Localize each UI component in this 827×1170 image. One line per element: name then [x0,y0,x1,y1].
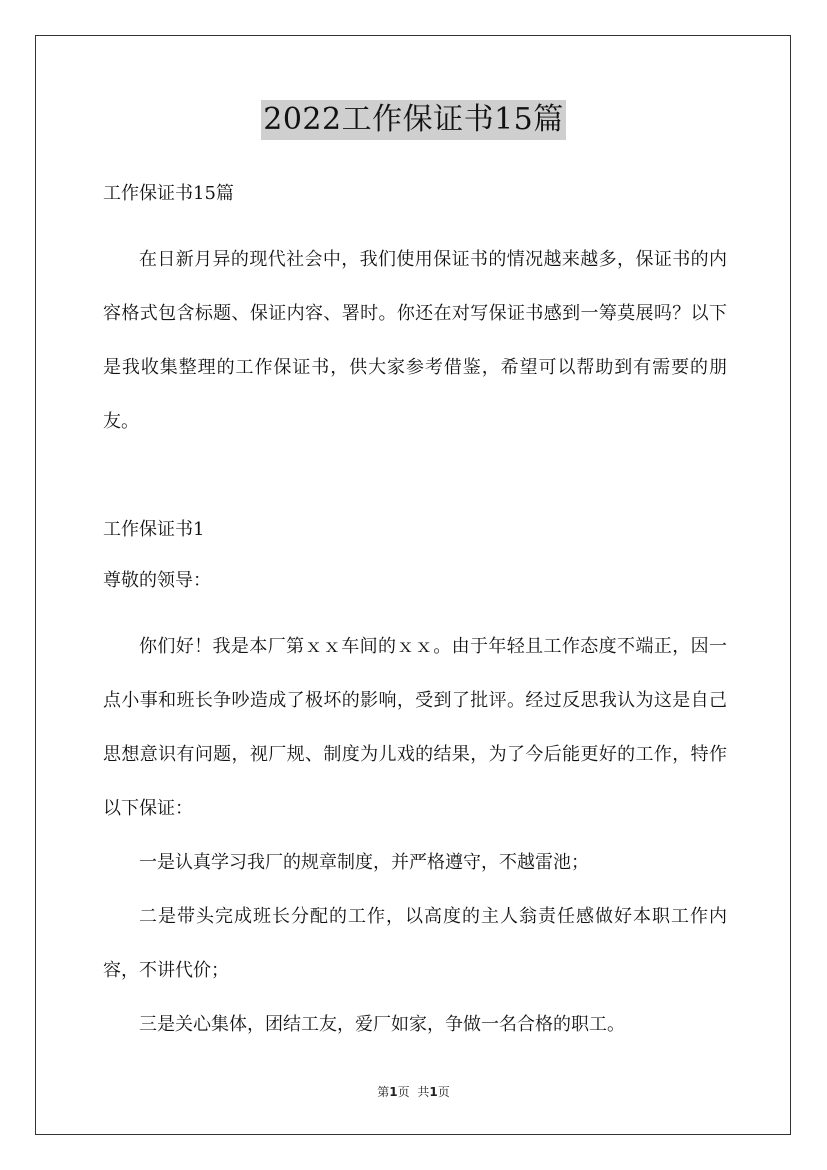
page-footer [0,1083,827,1100]
total-pages: 1 [429,1085,438,1099]
document-title: 2022工作保证书15篇 [261,100,566,140]
page-number: 1 [389,1085,398,1099]
page-label: 第 [377,1085,390,1099]
subtitle: 工作保证书15篇 [103,183,234,204]
list-item: 一是认真学习我厂的规章制度，并严格遵守，不越雷池； [139,852,589,873]
section-heading: 工作保证书1 [103,519,205,540]
salutation: 尊敬的领导： [103,570,211,591]
page-suffix: 页 [397,1085,410,1099]
list-item: 三是关心集体，团结工友，爱厂如家，争做一名合格的职工。 [139,1014,625,1035]
title-container [0,100,827,140]
body-paragraph: 你们好！我是本厂第ｘｘ车间的ｘｘ。由于年轻且工作态度不端正，因一点小事和班长争吵造成了极坏的影响，受到了批评。经过反思我认为这是自己思想意识有问题，视厂规、制度为儿戏的结果，为了今后能更好的工作，特作以下保证： [103,636,727,819]
document-body [103,175,727,1052]
total-suffix: 页 [437,1085,450,1099]
list-item: 二是带头完成班长分配的工作，以高度的主人翁责任感做好本职工作内容，不讲代价； [103,906,727,981]
intro-paragraph: 在日新月异的现代社会中，我们使用保证书的情况越来越多，保证书的内容格式包含标题、保证内容、署时。你还在对写保证书感到一筹莫展吗？以下是我收集整理的工作保证书，供大家参考借鉴，希望可以帮助到有需要的朋友。 [103,249,727,432]
total-label: 共 [417,1085,430,1099]
